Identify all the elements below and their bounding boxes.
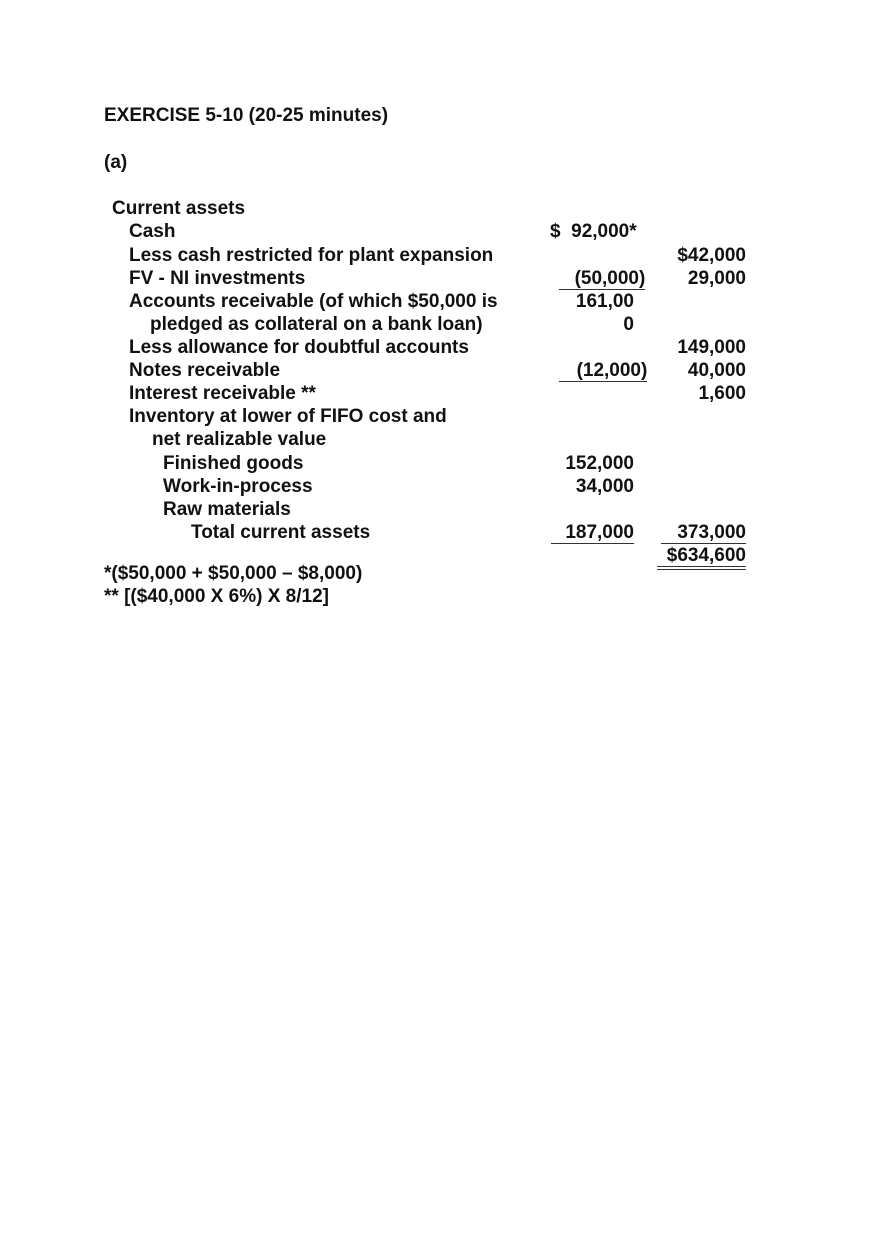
row-col1-ar-2: 0: [623, 314, 634, 335]
row-label-finished: Finished goods: [163, 453, 304, 474]
row-label-fvni: FV - NI investments: [129, 268, 306, 289]
row-col1-cash: $ 92,000*: [550, 221, 637, 242]
row-col1-finished: 152,000: [565, 453, 634, 474]
row-label-notes: Notes receivable: [129, 360, 281, 381]
row-col2-allowance: 149,000: [677, 337, 746, 358]
row-label-ar-2: pledged as collateral on a bank loan): [150, 314, 483, 335]
row-label-wip: Work-in-process: [163, 476, 313, 497]
row-label-allowance: Less allowance for doubtful accounts: [129, 337, 469, 358]
footnote-1: *($50,000 + $50,000 – $8,000): [104, 563, 363, 584]
underlined-value: (50,000): [559, 268, 646, 290]
row-col1-ar-1: 161,00: [575, 291, 634, 312]
underlined-value: (12,000): [559, 360, 648, 382]
row-col1-raw: [534, 498, 634, 543]
row-col2-total: [646, 521, 746, 566]
underlined-value: 187,000: [551, 522, 634, 544]
row-col1-wip: 34,000: [575, 476, 634, 497]
row-label-ar-1: Accounts receivable (of which $50,000 is: [129, 291, 498, 312]
underlined-value: 373,000: [661, 522, 746, 544]
section-heading: Current assets: [112, 198, 246, 219]
footnote-2: ** [($40,000 X 6%) X 8/12]: [104, 586, 329, 607]
row-label-raw: Raw materials: [163, 499, 291, 520]
row-label-restricted: Less cash restricted for plant expansion: [129, 245, 494, 266]
row-col2-fvni: 29,000: [687, 268, 746, 289]
row-col2-notes: 40,000: [687, 360, 746, 381]
row-col1-restricted: [548, 244, 646, 289]
row-col2-raw: [646, 498, 746, 543]
row-label-interest: Interest receivable **: [129, 383, 316, 404]
double-underlined-value: $634,600: [657, 545, 746, 570]
part-label: (a): [104, 152, 128, 173]
row-label-inventory-1: Inventory at lower of FIFO cost and: [129, 406, 447, 427]
row-label-inventory-2: net realizable value: [152, 429, 327, 450]
row-label-cash: Cash: [129, 221, 176, 242]
row-label-total: Total current assets: [191, 522, 371, 543]
row-col2-interest: 1,600: [698, 383, 746, 404]
row-col1-allowance: [548, 336, 648, 381]
exercise-title: EXERCISE 5-10 (20-25 minutes): [104, 105, 389, 126]
row-col2-restricted: $42,000: [677, 245, 746, 266]
